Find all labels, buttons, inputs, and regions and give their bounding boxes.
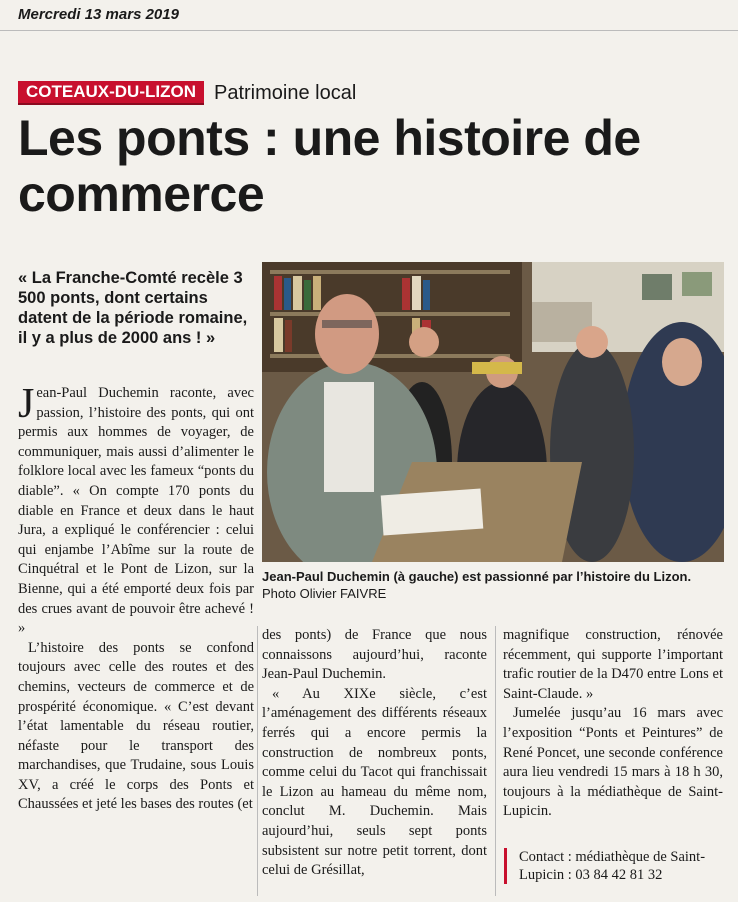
photo-caption [262,568,724,602]
section-label: Patrimoine local [213,81,357,104]
drop-cap: J [18,381,35,427]
issue-date: Mercredi 13 mars 2019 [18,6,179,23]
photo-illustration [262,262,724,562]
location-tag: COTEAUX-DU-LIZON [18,81,204,105]
headline: Les ponts : une histoire de commerce [18,110,641,222]
paragraph: L’histoire des ponts se confond toujours avec celle des routes et des chemins, vecteurs de commerce et de prospérité économique. « C’est devant l’état lamentable du réseau routier, néfaste pour le transport des marchandises, que Trudaine, sous Louis XV, a créé le corps des Ponts et Chaussées et jeté les bases des routes (et [18,639,254,813]
paragraph: « Au XIXe siècle, c’est l’aménagement des différents réseaux ferrés qui a encore permis la construction de nombreux ponts, comme celui du Tacot qui franchissait le Lizon au hameau du même nom, conclut M. Duchemin. Mais aujourd’hui, seuls sept ponts subsistent sur notre petit torrent, dont celui de Grésillat, [262,685,487,879]
rubric [18,80,356,106]
article-column-1 [18,381,254,815]
caption-text: Jean-Paul Duchemin (à gauche) est passionné par l’histoire du Lizon. [262,569,692,584]
paragraph: magnifique construction, rénovée récemment, qui supporte l’important trafic routier de la D470 entre Lons et Saint-Claude. » [503,627,723,702]
column-divider [495,626,496,896]
top-rule [0,30,738,31]
article-column-2 [262,626,487,881]
pull-quote: « La Franche-Comté recèle 3 500 ponts, dont certains datent de la période romaine, il y a plus de 2000 ans ! » [18,269,248,347]
contact-box: Contact : médiathèque de Saint-Lupicin : 03 84 42 81 32 [504,848,724,884]
article-column-3 [503,626,723,822]
photo-credit: Photo Olivier FAIVRE [262,586,387,601]
column-divider [257,626,258,896]
paragraph: des ponts) de France que nous connaissons aujourd’hui, raconte Jean-Paul Duchemin. [262,627,487,683]
article-photo [262,262,724,562]
paragraph: Jumelée jusqu’au 16 mars avec l’exposition “Ponts et Peintures” de René Poncet, une seconde conférence aura lieu vendredi 15 mars à 18 h 30, toujours à la médiathèque de Saint-Lupicin. [503,705,723,820]
paragraph: ean-Paul Duchemin raconte, avec passion, l’histoire des ponts, qui ont permis aux hommes de voyager, de communiquer, mais aussi d’alimenter le folklore local avec les fameux “ponts du diable”. « On compte 170 ponts du diable en France et deux dans le haut Jura, a expliqué le conférencier : celui qui enjambe l’Abîme sur la route de Cinquétral et le Pont de Lizon, sur la Bienne, qui a été emporté deux fois par des crues avant de pouvoir être achevé ! » [18,385,254,637]
